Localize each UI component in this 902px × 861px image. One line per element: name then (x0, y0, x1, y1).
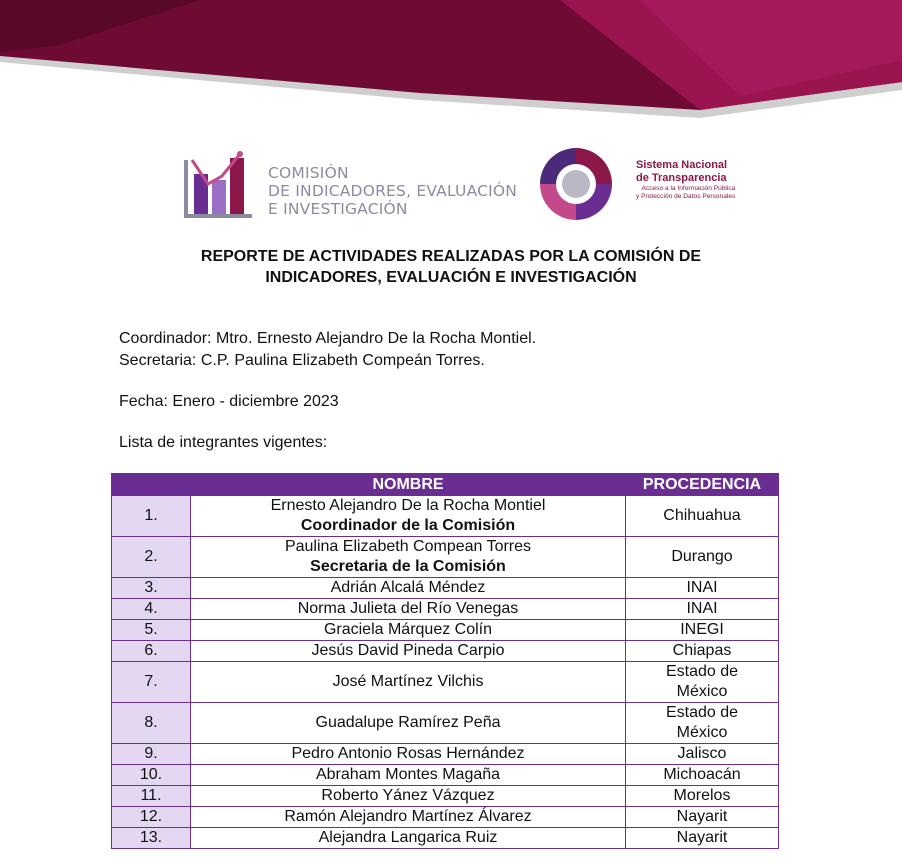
origin-line-1: Estado de (665, 704, 739, 721)
row-origin: INAI (626, 599, 779, 620)
row-number: 1. (112, 496, 191, 537)
row-name: Abraham Montes Magaña (191, 765, 626, 786)
row-origin (626, 703, 779, 744)
row-name: Alejandra Langarica Ruiz (191, 828, 626, 849)
row-number: 7. (112, 662, 191, 703)
row-number: 4. (112, 599, 191, 620)
table-row (112, 765, 779, 786)
table-row (112, 496, 779, 537)
row-number: 11. (112, 786, 191, 807)
logo-line-3: E INVESTIGACIÓN (268, 200, 408, 218)
comision-logo (182, 150, 518, 225)
snt-sub-2: y Protección de Datos Personales (636, 193, 736, 200)
origin-line-2: México (676, 724, 728, 741)
row-number: 2. (112, 537, 191, 578)
table-row (112, 578, 779, 599)
table-header-row (112, 474, 779, 496)
row-number: 12. (112, 807, 191, 828)
table-row (112, 786, 779, 807)
table-row (112, 599, 779, 620)
table-row (112, 662, 779, 703)
row-origin (626, 662, 779, 703)
row-name: Graciela Márquez Colín (191, 620, 626, 641)
row-number: 9. (112, 744, 191, 765)
snt-title-1: Sistema Nacional (636, 159, 728, 171)
row-origin: Michoacán (626, 765, 779, 786)
logo-line-1: COMISIÓN (268, 164, 349, 182)
members-table (111, 473, 779, 849)
members-label: Lista de integrantes vigentes: (119, 434, 328, 451)
row-number: 3. (112, 578, 191, 599)
origin-line-2: México (676, 683, 728, 700)
report-title-line-2: INDICADORES, EVALUACIÓN E INVESTIGACIÓN (265, 269, 637, 286)
report-title-line-1: REPORTE DE ACTIVIDADES REALIZADAS POR LA COMISIÓN DE (200, 248, 702, 265)
row-origin: Durango (626, 537, 779, 578)
row-name: Jesús David Pineda Carpio (191, 641, 626, 662)
secretary-text: Secretaria: C.P. Paulina Elizabeth Compeán Torres. (119, 352, 485, 369)
snt-title-2: de Transparencia (636, 172, 727, 184)
header-number (112, 474, 191, 496)
row-origin: Nayarit (626, 828, 779, 849)
member-name: Paulina Elizabeth Compean Torres (284, 538, 532, 555)
header-origin: PROCEDENCIA (626, 474, 779, 496)
row-origin: Chihuahua (626, 496, 779, 537)
row-origin: Chiapas (626, 641, 779, 662)
row-origin: INEGI (626, 620, 779, 641)
table-row (112, 807, 779, 828)
table-row (112, 828, 779, 849)
row-origin: Jalisco (626, 744, 779, 765)
origin-line-1: Estado de (665, 663, 739, 680)
row-name: Guadalupe Ramírez Peña (191, 703, 626, 744)
row-name: José Martínez Vilchis (191, 662, 626, 703)
table-row (112, 744, 779, 765)
row-name: Norma Julieta del Río Venegas (191, 599, 626, 620)
member-role: Coordinador de la Comisión (300, 517, 516, 534)
row-number: 13. (112, 828, 191, 849)
row-origin: INAI (626, 578, 779, 599)
snt-emblem-icon (526, 140, 626, 230)
date-text: Fecha: Enero - diciembre 2023 (119, 393, 339, 410)
header-name: NOMBRE (191, 474, 626, 496)
table-row (112, 703, 779, 744)
row-number: 8. (112, 703, 191, 744)
report-title (0, 246, 902, 288)
table-row (112, 537, 779, 578)
table-row (112, 620, 779, 641)
row-name: Roberto Yánez Vázquez (191, 786, 626, 807)
bar-chart-logo-icon (182, 150, 262, 220)
member-role: Secretaria de la Comisión (310, 558, 506, 575)
row-name: Adrián Alcalá Méndez (191, 578, 626, 599)
row-origin: Nayarit (626, 807, 779, 828)
header-banner (0, 0, 902, 135)
snt-logo (526, 140, 746, 230)
row-number: 10. (112, 765, 191, 786)
member-name: Ernesto Alejandro De la Rocha Montiel (270, 497, 546, 514)
row-number: 5. (112, 620, 191, 641)
row-origin: Morelos (626, 786, 779, 807)
table-row (112, 641, 779, 662)
logo-line-2: DE INDICADORES, EVALUACIÓN (268, 182, 518, 200)
snt-sub-1: Acceso a la Información Pública (641, 185, 736, 192)
row-name: Pedro Antonio Rosas Hernández (191, 744, 626, 765)
row-name (191, 496, 626, 537)
row-number: 6. (112, 641, 191, 662)
row-name: Ramón Alejandro Martínez Álvarez (191, 807, 626, 828)
coordinator-text: Coordinador: Mtro. Ernesto Alejandro De la Rocha Montiel. (119, 330, 537, 347)
row-name (191, 537, 626, 578)
